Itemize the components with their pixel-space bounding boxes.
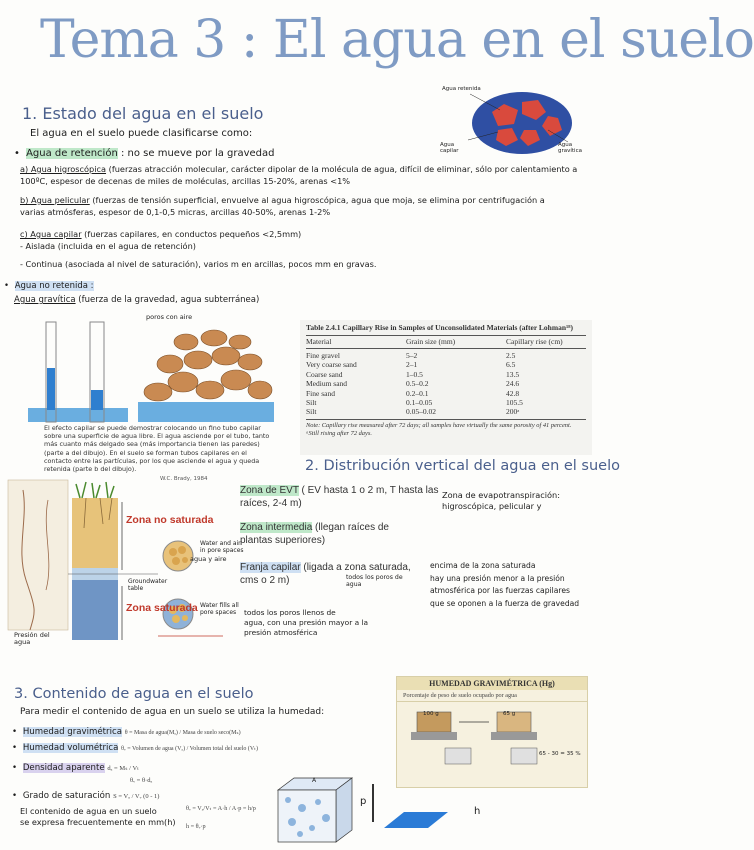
b-text1: (fuerzas de tensión superficial, envuelve al agua higroscópica, agua que moja, se elimina por centrifugación a — [92, 195, 545, 205]
a-label: a) Agua higroscópica — [20, 164, 107, 174]
section-3-heading: 3. Contenido de agua en el suelo — [14, 686, 254, 702]
section-3-intro: Para medir el contenido de agua en un suelo se utiliza la humedad: — [20, 707, 325, 717]
hg-box — [396, 676, 588, 788]
a-text1: (fuerzas atracción molecular, carácter dipolar de la molécula de agua, difícil de eliminar, sólo por calentamiento a — [108, 164, 578, 174]
label-agua-gravitica: Agua gravítica — [558, 142, 582, 154]
section-1-intro: El agua en el suelo puede clasificarse como: — [30, 128, 253, 139]
c-text: (fuerzas capilares, en conductos pequeños <2,5mm) — [84, 229, 302, 239]
mm-note2: se expresa frecuentemente en mm(h) — [20, 817, 176, 827]
table-title: Table 2.4.1 Capillary Rise in Samples of Unconsolidated Materials (after Lohman¹⁸) — [306, 323, 574, 332]
hg-title: HUMEDAD GRAVIMÉTRICA (Hg) — [397, 677, 587, 690]
capillary-table — [300, 320, 592, 455]
grav-formula: θ = Masa de agua(Mₐ) / Masa de suelo seco(Mₛ) — [124, 730, 241, 736]
evt-arrow-note — [442, 490, 592, 512]
retencion-line — [14, 148, 275, 160]
presion-agua-label: Presión del agua — [14, 631, 50, 646]
sat-note3: presión atmosférica — [244, 628, 318, 637]
cube-p-label: p — [360, 796, 367, 807]
zona-intermedia — [240, 521, 415, 547]
soil-cube — [272, 774, 358, 846]
evt-arrow-text: Zona de evapotranspiración: — [442, 490, 561, 500]
agua-aire-note: agua y aire — [190, 555, 227, 563]
table-cell: 0.2–0.1 — [406, 388, 429, 398]
table-header — [306, 335, 586, 349]
hg-subtitle: Porcentaje de peso de suelo ocupado por agua — [397, 690, 587, 702]
vol-label: Humedad volumétrica — [22, 743, 119, 753]
section-1-heading: 1. Estado del agua en el suelo — [22, 104, 264, 123]
sheet-h-label: h — [474, 806, 481, 817]
table-cell: 105.5 — [506, 398, 523, 408]
table-row — [306, 351, 586, 360]
franja-label: Franja capilar — [240, 562, 301, 573]
evt-text: ( EV hasta 1 o 2 m, T hasta las raíces, 2-4 m) — [240, 485, 439, 509]
gravitica-line — [14, 294, 259, 306]
mm-formula-2: h = θᵥ·p — [186, 823, 206, 830]
table-cell: Very coarse sand — [306, 360, 357, 370]
franja-arrow2: hay una presión menor a la presión — [430, 573, 565, 583]
table-cell: Silt — [306, 407, 317, 417]
label-agua-retenida: Agua retenida — [442, 86, 481, 92]
intermedia-text: (llegan raíces de plantas superiores) — [240, 522, 389, 546]
zona-no-saturada: Zona no saturada — [126, 514, 214, 526]
mm-note — [20, 806, 176, 828]
franja-arrow-note — [430, 560, 596, 610]
zona-evt — [240, 484, 450, 510]
table-cell: 13.5 — [506, 369, 520, 379]
table-cell: 6.5 — [506, 360, 516, 370]
c-label: c) Agua capilar — [20, 229, 82, 239]
hg-weight-2: 65 g — [503, 711, 516, 717]
poros-aire-label: poros con aire — [146, 313, 193, 321]
table-footnote: ᵃStill rising after 72 days. — [306, 429, 372, 437]
agua-pelicular — [20, 194, 590, 218]
table-cell: 2.5 — [506, 351, 516, 360]
vertical-profile-figure — [8, 480, 243, 655]
gravitica-label: Agua gravítica — [14, 295, 76, 305]
capillary-caption: El efecto capilar se puede demostrar colocando un fino tubo capilar sobre una superficie de agua libre. El agua asciende por el tubo, tanto más cuanto más delgado sea (más importancia tienen las paredes) (parte a del dibujo). En el suelo se forman tubos capilares en el contacto entre las partículas, por los que asciende el agua y queda retenida (parte b del dibujo). — [44, 424, 270, 474]
saturada-note — [244, 608, 424, 638]
th-grain: Grain size (mm) — [406, 337, 456, 346]
table-cell: 42.8 — [506, 388, 520, 398]
c-continua: - Continua (asociada al nivel de saturación), varios m en arcillas, pocos mm en gravas. — [20, 259, 377, 269]
table-cell: 5–2 — [406, 351, 418, 360]
franja-text: (ligada a zona saturada, cms o 2 m) — [240, 562, 411, 586]
section-2-heading: 2. Distribución vertical del agua en el suelo — [305, 458, 620, 474]
hg-weight-1: 100 g — [423, 711, 439, 717]
th-rise: Capillary rise (cm) — [506, 337, 563, 346]
capillary-figure — [28, 312, 276, 424]
franja-arrow1: encima de la zona saturada — [430, 561, 536, 570]
evt-arrow-text2: higroscópica, pelicular y — [442, 501, 542, 511]
b-label: b) Agua pelicular — [20, 195, 90, 205]
intermedia-label: Zona intermedia — [240, 522, 313, 533]
retencion-label: Agua de retención — [26, 148, 118, 159]
table-body — [306, 351, 586, 417]
humedad-volumetrica — [12, 742, 382, 754]
cube-a-label: A — [312, 777, 317, 784]
rel-formula: θᵥ = θ·dₐ — [130, 777, 153, 784]
table-row — [306, 379, 586, 388]
dens-label: Densidad aparente — [22, 763, 105, 773]
table-cell: 2–1 — [406, 360, 418, 370]
table-row — [306, 360, 586, 369]
dens-formula: dₐ = Mₛ / Vₜ — [107, 765, 140, 772]
sat-note1: todos los poros llenos de — [244, 608, 336, 617]
table-cell: Silt — [306, 398, 317, 408]
page-title: Tema 3 : El agua en el suelo — [40, 10, 754, 70]
table-cell: 1–0.5 — [406, 369, 423, 379]
a-text2: 100ºC, espesor de decenas de miles de moléculas, arcillas 15-20%, arenas <1% — [20, 176, 351, 186]
water-air-label: Water and air in pore spaces — [200, 540, 244, 554]
franja-arrow4: que se oponen a la fuerza de gravedad — [430, 598, 580, 608]
grav-label: Humedad gravimétrica — [22, 727, 122, 737]
franja-arrow3: atmosférica por las fuerzas capilares — [430, 586, 570, 595]
densidad-aparente — [12, 762, 139, 774]
humedad-gravimetrica — [12, 726, 382, 738]
water-sheet — [384, 808, 448, 832]
groundwater-label: Groundwater table — [128, 578, 168, 592]
zona-saturada: Zona saturada — [126, 602, 198, 614]
table-cell: Fine sand — [306, 388, 335, 398]
grado-saturacion — [12, 790, 159, 802]
table-cell: 24.6 — [506, 379, 520, 389]
mm-formula: θᵥ = Vₐ/Vₜ = A·h / A·p = h/p — [186, 805, 256, 812]
gravitica-desc: (fuerza de la gravedad, agua subterránea) — [78, 295, 260, 305]
p-arrow — [372, 784, 374, 822]
capillary-credit: W.C. Brady, 1984 — [160, 476, 208, 482]
b-text2: varias atmósferas, espesor de 0,1-0,5 micras, arcillas 40-50%, arenas 1-2% — [20, 207, 331, 217]
table-cell: Coarse sand — [306, 369, 343, 379]
franja-note: todos los poros de agua — [346, 574, 403, 588]
table-cell: 0.05–0.02 — [406, 407, 436, 417]
no-retenida-line — [4, 280, 94, 292]
table-row — [306, 407, 586, 416]
agua-capilar — [20, 228, 590, 270]
sat-note2: agua, con una presión mayor a la — [244, 618, 369, 627]
table-row — [306, 370, 586, 379]
hg-note: 65 - 30 = 35 % — [539, 751, 581, 757]
table-note: Note: Capillary rise measured after 72 days; all samples have virtually the same porosity of 41 percent. — [306, 419, 586, 430]
mm-note1: El contenido de agua en un suelo — [20, 806, 157, 816]
table-row — [306, 389, 586, 398]
water-fills-label: Water fills all pore spaces — [200, 602, 239, 616]
evt-label: Zona de EVT — [240, 485, 299, 496]
th-material: Material — [306, 337, 332, 346]
retencion-desc: : no se mueve por la gravedad — [120, 148, 275, 159]
soil-pore-diagram — [440, 86, 590, 161]
table-cell: Medium sand — [306, 379, 348, 389]
table-cell: Fine gravel — [306, 351, 340, 360]
agua-higroscopica — [20, 163, 590, 187]
table-cell: 0.1–0.05 — [406, 398, 433, 408]
table-row — [306, 398, 586, 407]
vol-formula: θᵥ = Volumen de agua (Vₐ) / Volumen total del suelo (Vₜ) — [121, 746, 258, 752]
c-aislada: - Aislada (incluida en el agua de retención) — [20, 241, 196, 251]
no-retenida-label: Agua no retenida : — [14, 281, 94, 291]
sat-formula: S = Vₐ / Vᵥ (0 - 1) — [113, 793, 160, 800]
sat-label: Grado de saturación — [22, 791, 111, 801]
table-cell: 0.5–0.2 — [406, 379, 429, 389]
table-cell: 200ᵃ — [506, 407, 520, 417]
label-agua-capilar: Agua capilar — [440, 142, 459, 154]
